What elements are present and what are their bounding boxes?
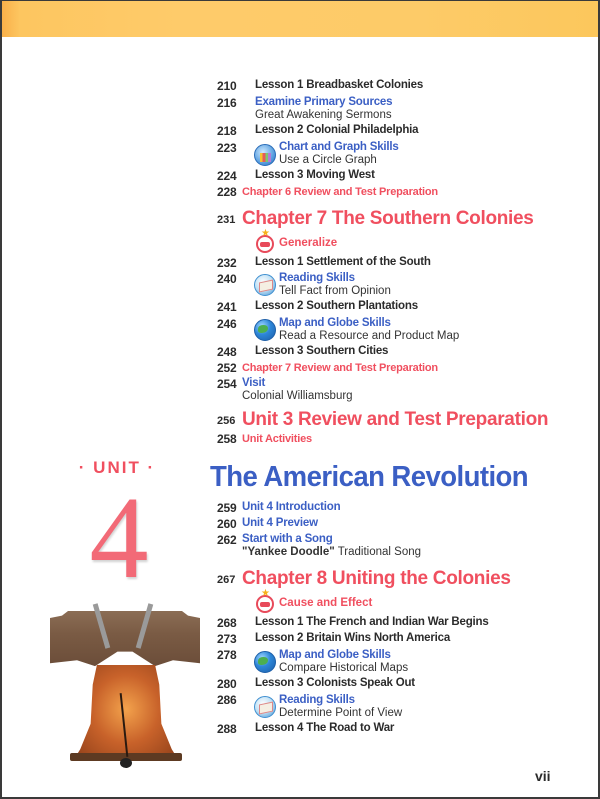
- lesson-entry[interactable]: Lesson 4 The Road to War: [255, 722, 395, 734]
- page-number: 248: [217, 345, 237, 359]
- chapter-title[interactable]: Chapter 7 The Southern Colonies: [242, 208, 534, 229]
- song-subtitle: [242, 546, 421, 558]
- feature-subtitle: Colonial Williamsburg: [242, 390, 353, 402]
- lesson-entry[interactable]: Lesson 2 Southern Plantations: [255, 300, 418, 312]
- page-number: 254: [217, 377, 237, 391]
- chapter-title[interactable]: Chapter 8 Uniting the Colonies: [242, 568, 511, 589]
- unit-review-title[interactable]: Unit 3 Review and Test Preparation: [242, 409, 549, 430]
- chapter-review-entry[interactable]: Chapter 6 Review and Test Preparation: [242, 186, 438, 198]
- lesson-entry[interactable]: Lesson 1 Settlement of the South: [255, 256, 431, 268]
- page-number: 252: [217, 361, 237, 375]
- skill-subtitle: Compare Historical Maps: [279, 662, 409, 674]
- page-number: 232: [217, 256, 237, 270]
- page-number: 280: [217, 677, 237, 691]
- page-number: 240: [217, 272, 237, 286]
- chart-graph-icon: [254, 144, 276, 166]
- lesson-entry[interactable]: Lesson 3 Southern Cities: [255, 345, 389, 357]
- lesson-entry[interactable]: Lesson 3 Colonists Speak Out: [255, 677, 415, 689]
- page-number: 256: [217, 415, 236, 427]
- page-number: 231: [217, 214, 236, 226]
- header-color-band: [2, 1, 598, 37]
- lesson-entry[interactable]: Lesson 2 Britain Wins North America: [255, 632, 451, 644]
- focus-skill[interactable]: Cause and Effect: [279, 597, 373, 609]
- bell-yoke: [50, 611, 200, 669]
- chapter-review-entry[interactable]: Chapter 7 Review and Test Preparation: [242, 362, 438, 374]
- feature-title[interactable]: Examine Primary Sources: [255, 96, 393, 108]
- page-number: 223: [217, 141, 237, 155]
- skill-title[interactable]: Reading Skills: [279, 694, 355, 706]
- page-number: 260: [217, 517, 237, 531]
- skill-subtitle: Read a Resource and Product Map: [279, 330, 460, 342]
- page-number: 286: [217, 693, 237, 707]
- unit-number: 4: [89, 472, 149, 603]
- skill-title[interactable]: Chart and Graph Skills: [279, 141, 399, 153]
- globe-icon: [254, 651, 276, 673]
- unit-activities-entry[interactable]: Unit Activities: [242, 433, 312, 445]
- focus-skill[interactable]: Generalize: [279, 237, 338, 249]
- skill-subtitle: Tell Fact from Opinion: [279, 285, 391, 297]
- lesson-entry[interactable]: Lesson 1 Breadbasket Colonies: [255, 79, 424, 91]
- unit-intro-entry[interactable]: Unit 4 Introduction: [242, 501, 341, 513]
- unit-title[interactable]: The American Revolution: [210, 461, 529, 493]
- unit-label: · UNIT ·: [78, 458, 156, 477]
- lesson-entry[interactable]: Lesson 1 The French and Indian War Begins: [255, 616, 489, 628]
- page-number: 288: [217, 722, 237, 736]
- page-number: 228: [217, 185, 237, 199]
- page-number: 216: [217, 96, 237, 110]
- focus-skill-icon: [256, 235, 274, 253]
- reading-skills-icon: [254, 696, 276, 718]
- globe-icon: [254, 319, 276, 341]
- page-number: 246: [217, 317, 237, 331]
- feature-subtitle: Great Awakening Sermons: [255, 109, 392, 121]
- bell-clapper: [120, 758, 132, 768]
- page-number: 224: [217, 169, 237, 183]
- page-number: 267: [217, 574, 236, 586]
- reading-skills-icon: [254, 274, 276, 296]
- skill-subtitle: Determine Point of View: [279, 707, 403, 719]
- song-title[interactable]: Start with a Song: [242, 533, 333, 545]
- page-number: 259: [217, 501, 237, 515]
- page-number: 278: [217, 648, 237, 662]
- page-number: 258: [217, 432, 237, 446]
- focus-skill-icon: [256, 595, 274, 613]
- skill-title[interactable]: Reading Skills: [279, 272, 355, 284]
- lesson-entry[interactable]: Lesson 3 Moving West: [255, 169, 375, 181]
- skill-title[interactable]: Map and Globe Skills: [279, 317, 391, 329]
- page-number: 273: [217, 632, 237, 646]
- page-number: 210: [217, 79, 237, 93]
- song-descriptor: Traditional Song: [334, 546, 422, 558]
- page-number: 241: [217, 300, 237, 314]
- page-number: 268: [217, 616, 237, 630]
- skill-subtitle: Use a Circle Graph: [279, 154, 377, 166]
- lesson-entry[interactable]: Lesson 2 Colonial Philadelphia: [255, 124, 419, 136]
- page-number: 218: [217, 124, 237, 138]
- liberty-bell-image: [46, 601, 206, 781]
- feature-title[interactable]: Visit: [242, 377, 266, 389]
- skill-title[interactable]: Map and Globe Skills: [279, 649, 391, 661]
- page-folio: vii: [535, 768, 551, 784]
- unit-preview-entry[interactable]: Unit 4 Preview: [242, 517, 318, 529]
- song-name: "Yankee Doodle": [242, 546, 335, 558]
- page-number: 262: [217, 533, 237, 547]
